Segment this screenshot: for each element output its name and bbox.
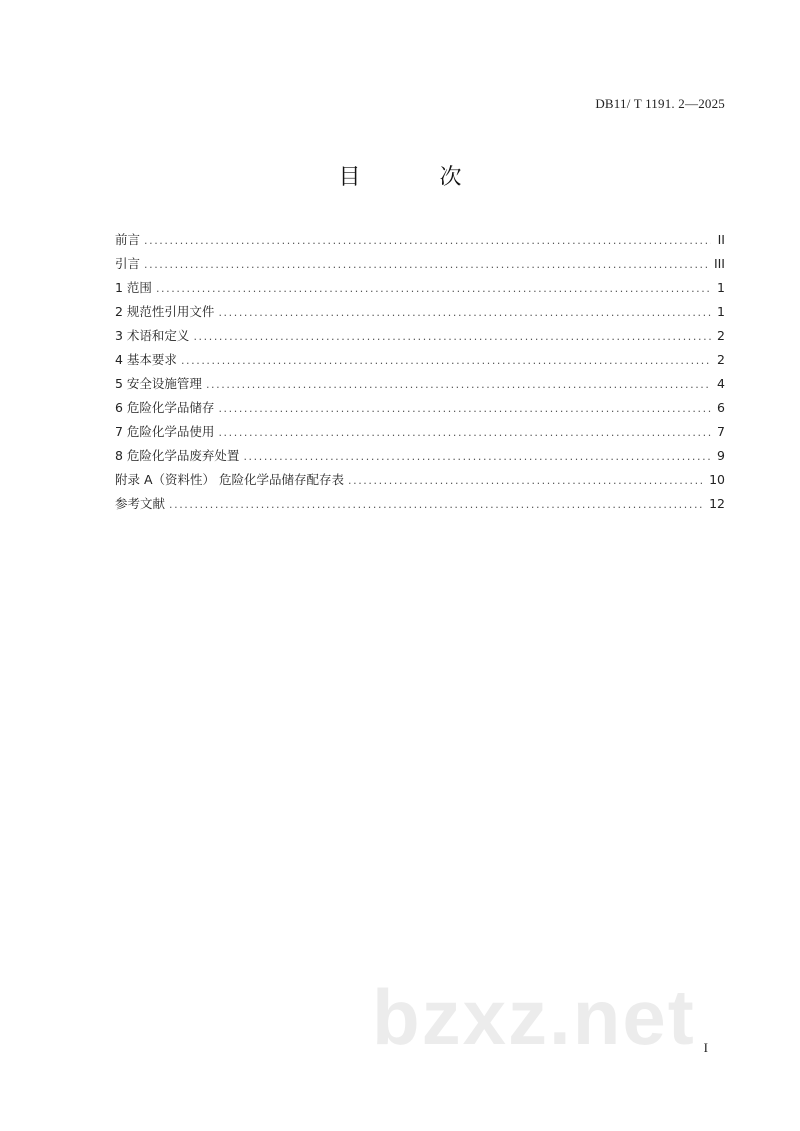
- toc-leader-dots: [218, 402, 711, 415]
- toc-entry-page: 9: [717, 448, 725, 463]
- toc-entry-introduction[interactable]: [115, 254, 725, 278]
- toc-leader-dots: [144, 234, 711, 247]
- toc-leader-dots: [243, 450, 711, 463]
- toc-entry-label: 5 安全设施管理: [115, 376, 202, 391]
- toc-leader-dots: [193, 330, 711, 343]
- toc-entry-page: 10: [709, 472, 725, 487]
- toc-entry-basic-requirements[interactable]: [115, 350, 725, 374]
- toc-entry-chemical-disposal[interactable]: [115, 446, 725, 470]
- toc-entry-foreword[interactable]: [115, 230, 725, 254]
- toc-entry-label: 附录 A（资料性） 危险化学品储存配存表: [115, 472, 344, 487]
- toc-entry-scope[interactable]: [115, 278, 725, 302]
- toc-leader-dots: [218, 426, 711, 439]
- toc-entry-page: 1: [717, 280, 725, 295]
- toc-leader-dots: [156, 282, 711, 295]
- toc-entry-appendix-a[interactable]: [115, 470, 725, 494]
- table-of-contents: [115, 230, 725, 518]
- toc-leader-dots: [181, 354, 711, 367]
- toc-entry-page: 7: [717, 424, 725, 439]
- toc-leader-dots: [206, 378, 711, 391]
- toc-leader-dots: [218, 306, 711, 319]
- toc-entry-page: III: [713, 256, 725, 271]
- document-code: DB11/ T 1191. 2—2025: [595, 96, 725, 111]
- toc-entry-label: 1 范围: [115, 280, 152, 295]
- toc-entry-label: 2 规范性引用文件: [115, 304, 215, 319]
- toc-entry-label: 引言: [115, 256, 141, 271]
- toc-leader-dots: [144, 258, 710, 271]
- toc-entry-page: 4: [717, 376, 725, 391]
- toc-entry-label: 3 术语和定义: [115, 328, 190, 343]
- toc-entry-page: 1: [717, 304, 725, 319]
- toc-entry-label: 4 基本要求: [115, 352, 177, 367]
- toc-entry-bibliography[interactable]: [115, 494, 725, 518]
- toc-entry-chemical-use[interactable]: [115, 422, 725, 446]
- toc-entry-normative-references[interactable]: [115, 302, 725, 326]
- toc-entry-label: 6 危险化学品储存: [115, 400, 215, 415]
- page-number: I: [703, 1040, 708, 1055]
- toc-entry-page: II: [717, 232, 725, 247]
- toc-entry-page: 2: [717, 328, 725, 343]
- toc-entry-label: 7 危险化学品使用: [115, 424, 215, 439]
- toc-entry-terms-definitions[interactable]: [115, 326, 725, 350]
- toc-title: 目 次: [338, 165, 498, 190]
- toc-leader-dots: [348, 474, 705, 487]
- toc-entry-safety-facility-management[interactable]: [115, 374, 725, 398]
- toc-entry-page: 2: [717, 352, 725, 367]
- toc-entry-label: 参考文献: [115, 496, 166, 511]
- watermark-logo: bzxz.net: [372, 973, 696, 1061]
- toc-entry-chemical-storage[interactable]: [115, 398, 725, 422]
- toc-entry-label: 前言: [115, 232, 141, 247]
- toc-entry-page: 12: [709, 496, 725, 511]
- toc-entry-label: 8 危险化学品废弃处置: [115, 448, 240, 463]
- toc-entry-page: 6: [717, 400, 725, 415]
- toc-leader-dots: [169, 498, 705, 511]
